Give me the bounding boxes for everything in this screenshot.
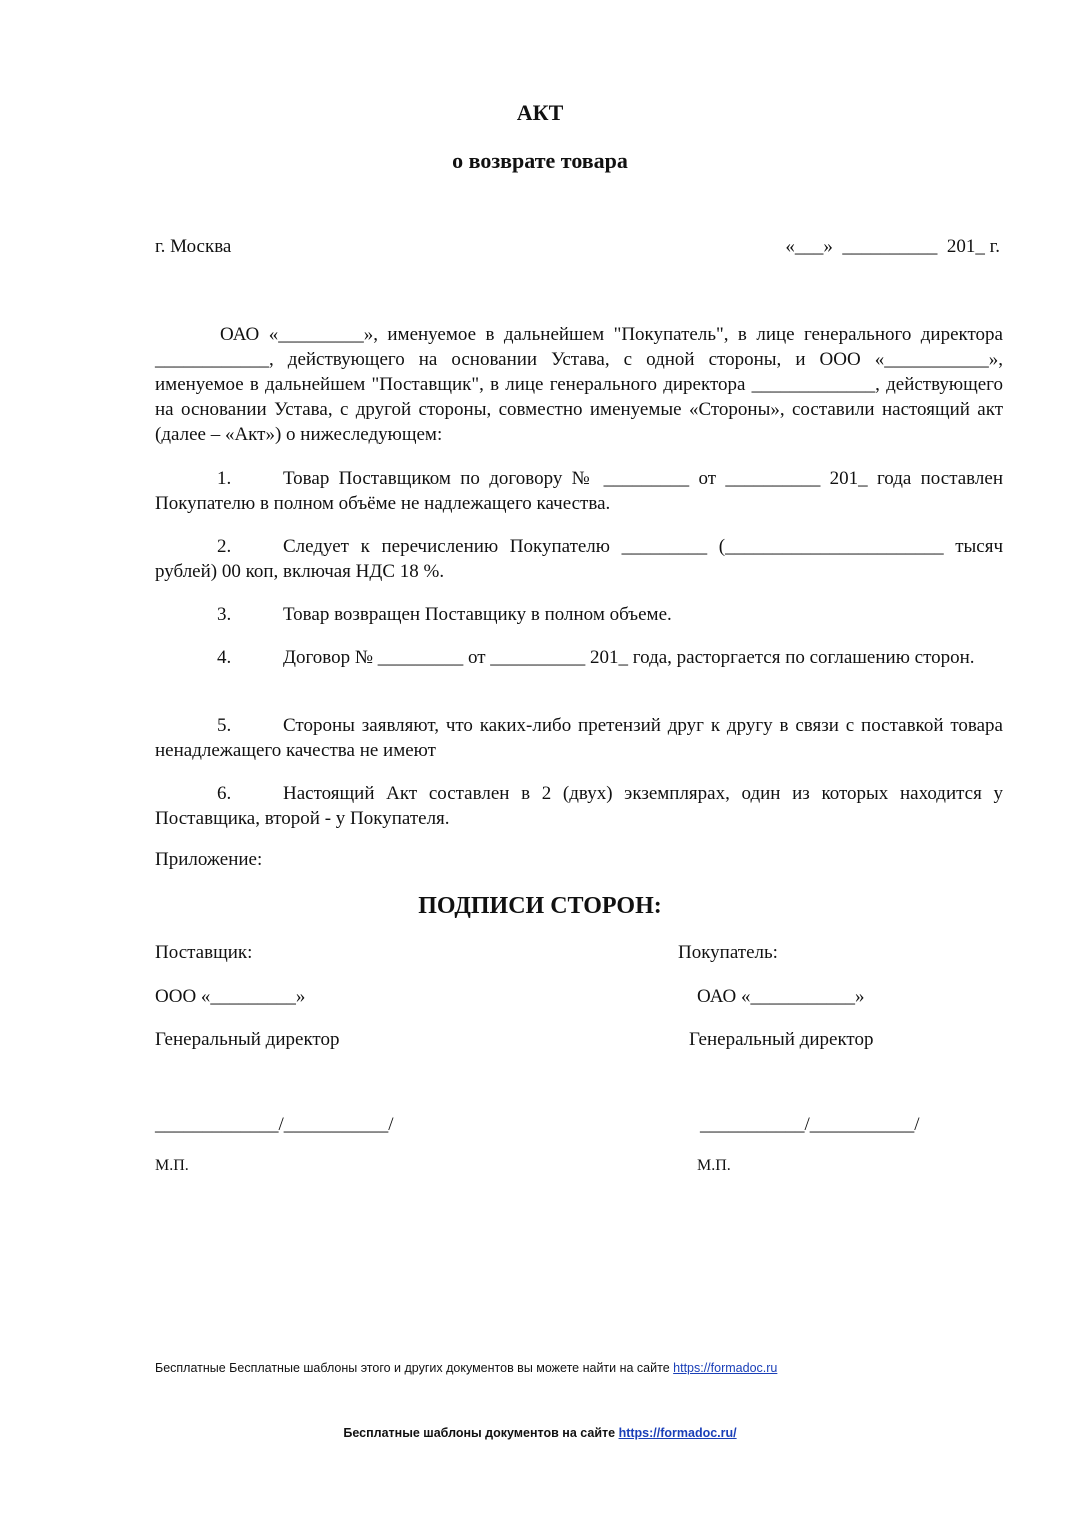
footer-text-2: Бесплатные шаблоны документов на сайте — [343, 1426, 619, 1440]
buyer-signature-line: ___________/___________/ — [700, 1114, 920, 1135]
list-item — [155, 466, 1003, 516]
footer-line-2 — [0, 1426, 1080, 1440]
item-text: Договор № _________ от __________ 201_ года, расторгается по соглашению сторон. — [283, 647, 975, 668]
item-number: 2. — [217, 536, 232, 557]
supplier-stamp-label: М.П. — [155, 1157, 189, 1174]
date-field: «___» __________ 201_ г. — [785, 236, 1000, 257]
footer-text-1: Бесплатные Бесплатные шаблоны этого и других документов вы можете найти на сайте — [155, 1361, 674, 1375]
item-text: Товар Поставщиком по договору № _________ от __________ 201_ года поставлен Покупателю в полном объёме не надлежащего качества. — [155, 468, 1003, 514]
list-item — [155, 781, 1003, 831]
list-item — [155, 645, 1003, 670]
buyer-position: Генеральный директор — [689, 1029, 874, 1050]
item-number: 4. — [217, 647, 232, 668]
document-title: АКТ — [516, 100, 564, 125]
supplier-role: Поставщик: — [155, 942, 253, 963]
item-text: Настоящий Акт составлен в 2 (двух) экземплярах, один из которых находится у Поставщика, второй - у Покупателя. — [155, 783, 1003, 829]
item-number: 5. — [217, 715, 232, 736]
item-text: Товар возвращен Поставщику в полном объеме. — [283, 604, 672, 625]
buyer-stamp-label: М.П. — [697, 1157, 731, 1174]
supplier-signature-line: _____________/___________/ — [155, 1114, 394, 1135]
item-number: 3. — [217, 604, 232, 625]
item-text: Стороны заявляют, что каких-либо претензий друг к другу в связи с поставкой товара ненадлежащего качества не имеют — [155, 715, 1003, 761]
footer-link-1[interactable]: https://formadoc.ru — [673, 1361, 778, 1375]
intro-paragraph: ОАО «_________», именуемое в дальнейшем "Покупатель", в лице генерального директора ____________, действующего на основании Устава, с одной стороны, и ООО «___________», именуемое в дальнейшем "Поставщик", в лице генерального директора _____________, действующего на основании Устава, с другой стороны, совместно именуемые «Стороны», составили настоящий акт (далее – «Акт») о нижеследующем: — [155, 324, 1003, 445]
list-item — [155, 602, 1003, 627]
supplier-org: ООО «_________» — [155, 986, 306, 1007]
item-number: 1. — [217, 468, 232, 489]
signatures-heading: ПОДПИСИ СТОРОН: — [418, 893, 662, 919]
supplier-position: Генеральный директор — [155, 1029, 340, 1050]
document-subtitle: о возврате товара — [452, 148, 628, 173]
attachment-label: Приложение: — [155, 849, 263, 870]
buyer-role: Покупатель: — [678, 942, 778, 963]
list-item — [155, 713, 1003, 763]
item-number: 6. — [217, 783, 232, 804]
list-item — [155, 534, 1003, 584]
item-text: Следует к перечислению Покупателю _________ (_______________________ тысяч рублей) 00 коп, включая НДС 18 %. — [155, 536, 1003, 582]
buyer-org: ОАО «___________» — [697, 986, 865, 1007]
footer-line-1 — [155, 1361, 777, 1375]
footer-link-2[interactable]: https://formadoc.ru/ — [618, 1426, 737, 1440]
city-label: г. Москва — [155, 236, 232, 257]
